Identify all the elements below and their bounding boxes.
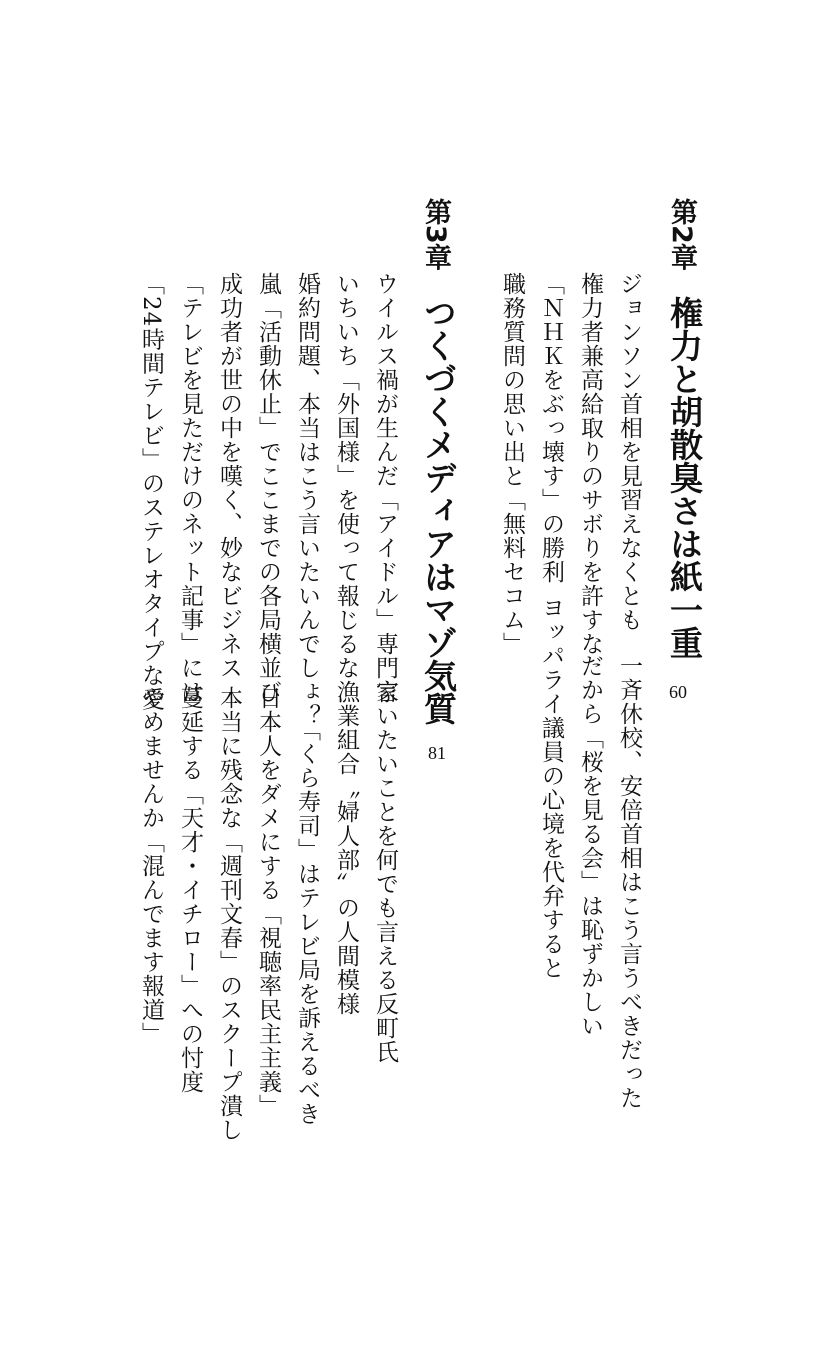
chapter2-title: 権力と胡散臭さは紙一重: [665, 296, 704, 659]
toc-entry: 漁業組合〝婦人部〟の人間模様: [333, 680, 359, 1016]
toc-entry: 本当に残念な「週刊文春」のスクープ潰し: [216, 686, 242, 1142]
toc-entry: 「ＮＨＫをぶっ壊す」の勝利: [538, 272, 564, 584]
toc-entry: ジョンソン首相を見習えなくとも: [616, 272, 642, 632]
chapter2-label: 第2章: [666, 198, 697, 271]
toc-entry: だから「桜を見る会」は恥ずかしい: [577, 654, 603, 1038]
toc-entry: 言いたいことを何でも言える反町氏: [372, 680, 398, 1064]
chapter3-title: つくづくメディアはマゾ気質: [419, 296, 458, 725]
toc-entry: 「24時間テレビ」のステレオタイプな愛: [138, 272, 164, 712]
toc-entry: 権力者兼高給取りのサボりを許すな: [577, 272, 603, 656]
toc-entry: 蔓延する「天才・イチロー」への忖度: [177, 686, 203, 1094]
toc-entry: 一斉休校、安倍首相はこう言うべきだった: [616, 654, 642, 1110]
toc-entry: 「テレビを見ただけのネット記事」には: [177, 272, 203, 704]
toc-entry: いちいち「外国様」を使って報じるな: [333, 272, 359, 680]
toc-entry: 婚約問題、本当はこう言いたいんでしょ？: [294, 272, 320, 728]
toc-entry: ヨッパライ議員の心境を代弁すると: [538, 596, 564, 980]
toc-entry: 嵐「活動休止」でここまでの各局横並び: [255, 272, 281, 704]
chapter2-page-number: 60: [669, 682, 687, 702]
chapter3-label: 第3章: [420, 198, 451, 271]
toc-entry: 日本人をダメにする「視聴率民主主義」: [255, 686, 281, 1118]
toc-entry: 職務質問の思い出と「無料セコム」: [499, 272, 525, 656]
toc-entry: 成功者が世の中を嘆く、妙なビジネス: [216, 272, 242, 680]
toc-entry: ウイルス禍が生んだ「アイドル」専門家: [372, 272, 398, 704]
chapter3-page-number: 81: [428, 743, 446, 763]
toc-entry: やめませんか「混んでます報道」: [138, 686, 164, 1046]
toc-entry: 「くら寿司」はテレビ局を訴えるべき: [294, 718, 320, 1126]
